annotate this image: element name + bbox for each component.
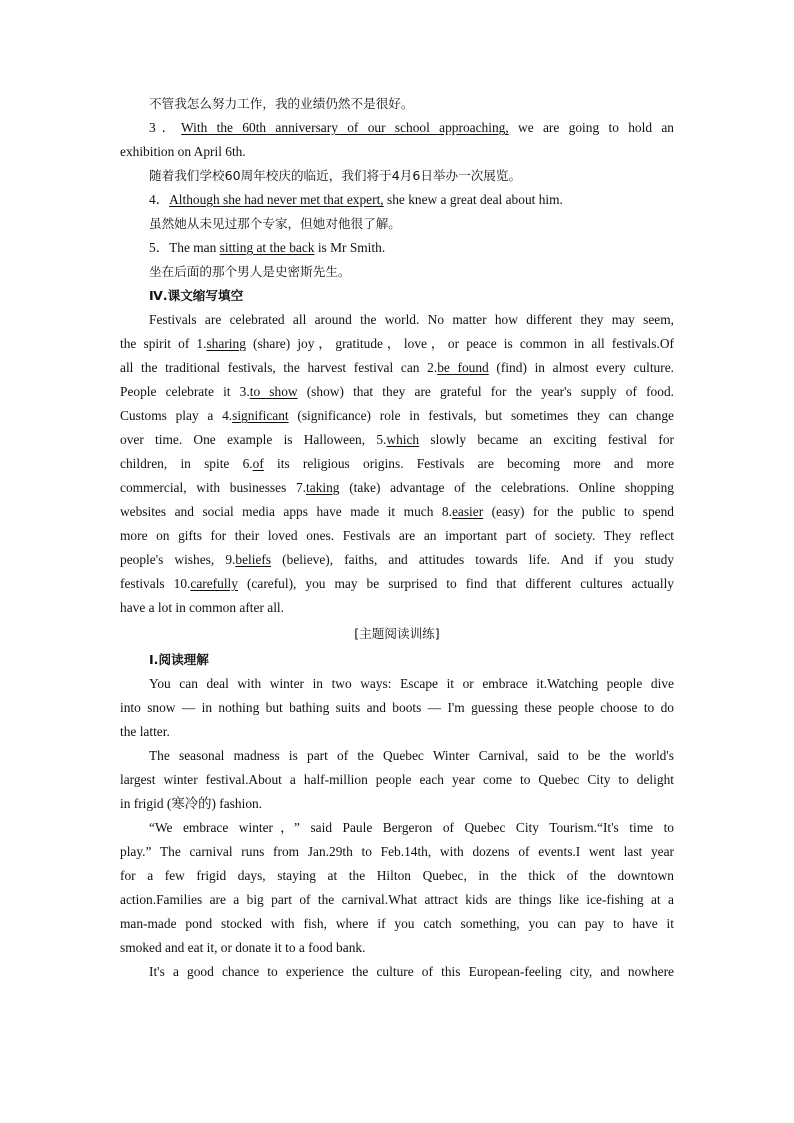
summary-line: commercial, with businesses 7.taking (take) advantage of the celebrations. Online shopping xyxy=(120,480,674,495)
answer-blank: sharing xyxy=(206,336,246,351)
passage-line: man-made pond stocked with fish, where if you catch something, you can pay to have it xyxy=(120,916,674,931)
answer-blank: to show xyxy=(249,384,298,399)
summary-line: festivals 10.carefully (careful), you may be surprised to find that different cultures actually xyxy=(120,576,674,591)
item-number: 3． xyxy=(149,120,182,135)
exercise-item-3-cont: exhibition on April 6th. xyxy=(120,144,246,159)
reading-section-heading: [主题阅读训练] xyxy=(354,626,440,641)
exercise-item-4 xyxy=(120,188,674,212)
passage-line: for a few frigid days, staying at the Hilton Quebec, in the thick of the downtown xyxy=(120,868,674,883)
answer-blank: of xyxy=(252,456,264,471)
exercise-item-5 xyxy=(120,236,674,260)
answer-blank: which xyxy=(386,432,420,447)
summary-line: Customs play a 4.significant (significance) role in festivals, but sometimes they can change xyxy=(120,408,674,423)
translation-line: 不管我怎么努力工作，我的业绩仍然不是很好。 xyxy=(149,96,414,111)
section-title-reading: Ⅰ.阅读理解 xyxy=(149,652,209,667)
passage-line: into snow — in nothing but bathing suits and boots — I'm guessing these people choose to do xyxy=(120,700,674,715)
summary-line: all the traditional festivals, the harvest festival can 2.be found (find) in almost every culture. xyxy=(120,360,674,375)
answer-blank: sitting at the back xyxy=(219,240,315,255)
passage-line: largest winter festival.About a half-million people each year come to Quebec City to delight xyxy=(120,772,674,787)
section-title-summary: Ⅳ.课文缩写填空 xyxy=(149,288,244,303)
answer-blank: taking xyxy=(306,480,340,495)
answer-blank: be found xyxy=(437,360,489,375)
passage-line: action.Families are a big part of the carnival.What attract kids are things like ice-fishing at a xyxy=(120,892,674,907)
exercise-item-3 xyxy=(120,116,674,140)
passage-line: “We embrace winter，” said Paule Bergeron of Quebec City Tourism.“It's time to xyxy=(149,820,674,835)
passage-line: You can deal with winter in two ways: Escape it or embrace it.Watching people dive xyxy=(149,676,674,691)
summary-line: have a lot in common after all. xyxy=(120,600,284,615)
summary-line: children, in spite 6.of its religious origins. Festivals are becoming more and more xyxy=(120,456,675,471)
answer-blank: easier xyxy=(451,504,484,519)
translation-line: 虽然她从未见过那个专家，但她对他很了解。 xyxy=(149,216,401,231)
translation-line: 坐在后面的那个男人是史密斯先生。 xyxy=(149,264,351,279)
passage-line: the latter. xyxy=(120,724,170,739)
sentence-text: she knew a great deal about him. xyxy=(383,192,563,207)
passage-line: play.” The carnival runs from Jan.29th to Feb.14th, with dozens of events.I went last year xyxy=(120,844,674,859)
answer-blank: Although she had never met that expert, xyxy=(169,192,384,207)
summary-line: People celebrate it 3.to show (show) that they are grateful for the year's supply of food. xyxy=(120,384,674,399)
reading-passage xyxy=(120,672,674,984)
summary-line: websites and social media apps have made it much 8.easier (easy) for the public to spend xyxy=(120,504,674,519)
passage-line: It's a good chance to experience the culture of this European-feeling city, and nowhere xyxy=(149,964,674,979)
item-number: 4． xyxy=(149,192,170,207)
summary-line: over time. One example is Halloween, 5.which slowly became an exciting festival for xyxy=(120,432,674,447)
sentence-text: 5．The man xyxy=(149,240,220,255)
answer-blank: With the 60th anniversary of our school approaching, xyxy=(181,120,509,135)
summary-line: the spirit of 1.sharing (share) joy，gratitude，love，or peace is common in all festivals.Of xyxy=(120,336,674,351)
answer-blank: beliefs xyxy=(235,552,272,567)
document-page xyxy=(120,92,674,984)
passage-line: The seasonal madness is part of the Quebec Winter Carnival, said to be the world's xyxy=(149,748,674,763)
translation-line: 随着我们学校60周年校庆的临近，我们将于4月6日举办一次展览。 xyxy=(149,168,522,183)
summary-line: more on gifts for their loved ones. Festivals are an important part of society. They reflect xyxy=(120,528,674,543)
sentence-text: is Mr Smith. xyxy=(314,240,386,255)
summary-line: Festivals are celebrated all around the world. No matter how different they may seem, xyxy=(149,312,674,327)
passage-line: in frigid (寒冷的) fashion. xyxy=(120,796,263,811)
summary-paragraph xyxy=(120,308,674,620)
passage-line: smoked and eat it, or donate it to a food bank. xyxy=(120,940,366,955)
summary-line: people's wishes, 9.beliefs (believe), faiths, and attitudes towards life. And if you study xyxy=(120,552,674,567)
sentence-text: we are going to hold an xyxy=(508,120,674,135)
answer-blank: significant xyxy=(232,408,289,423)
answer-blank: carefully xyxy=(190,576,238,591)
